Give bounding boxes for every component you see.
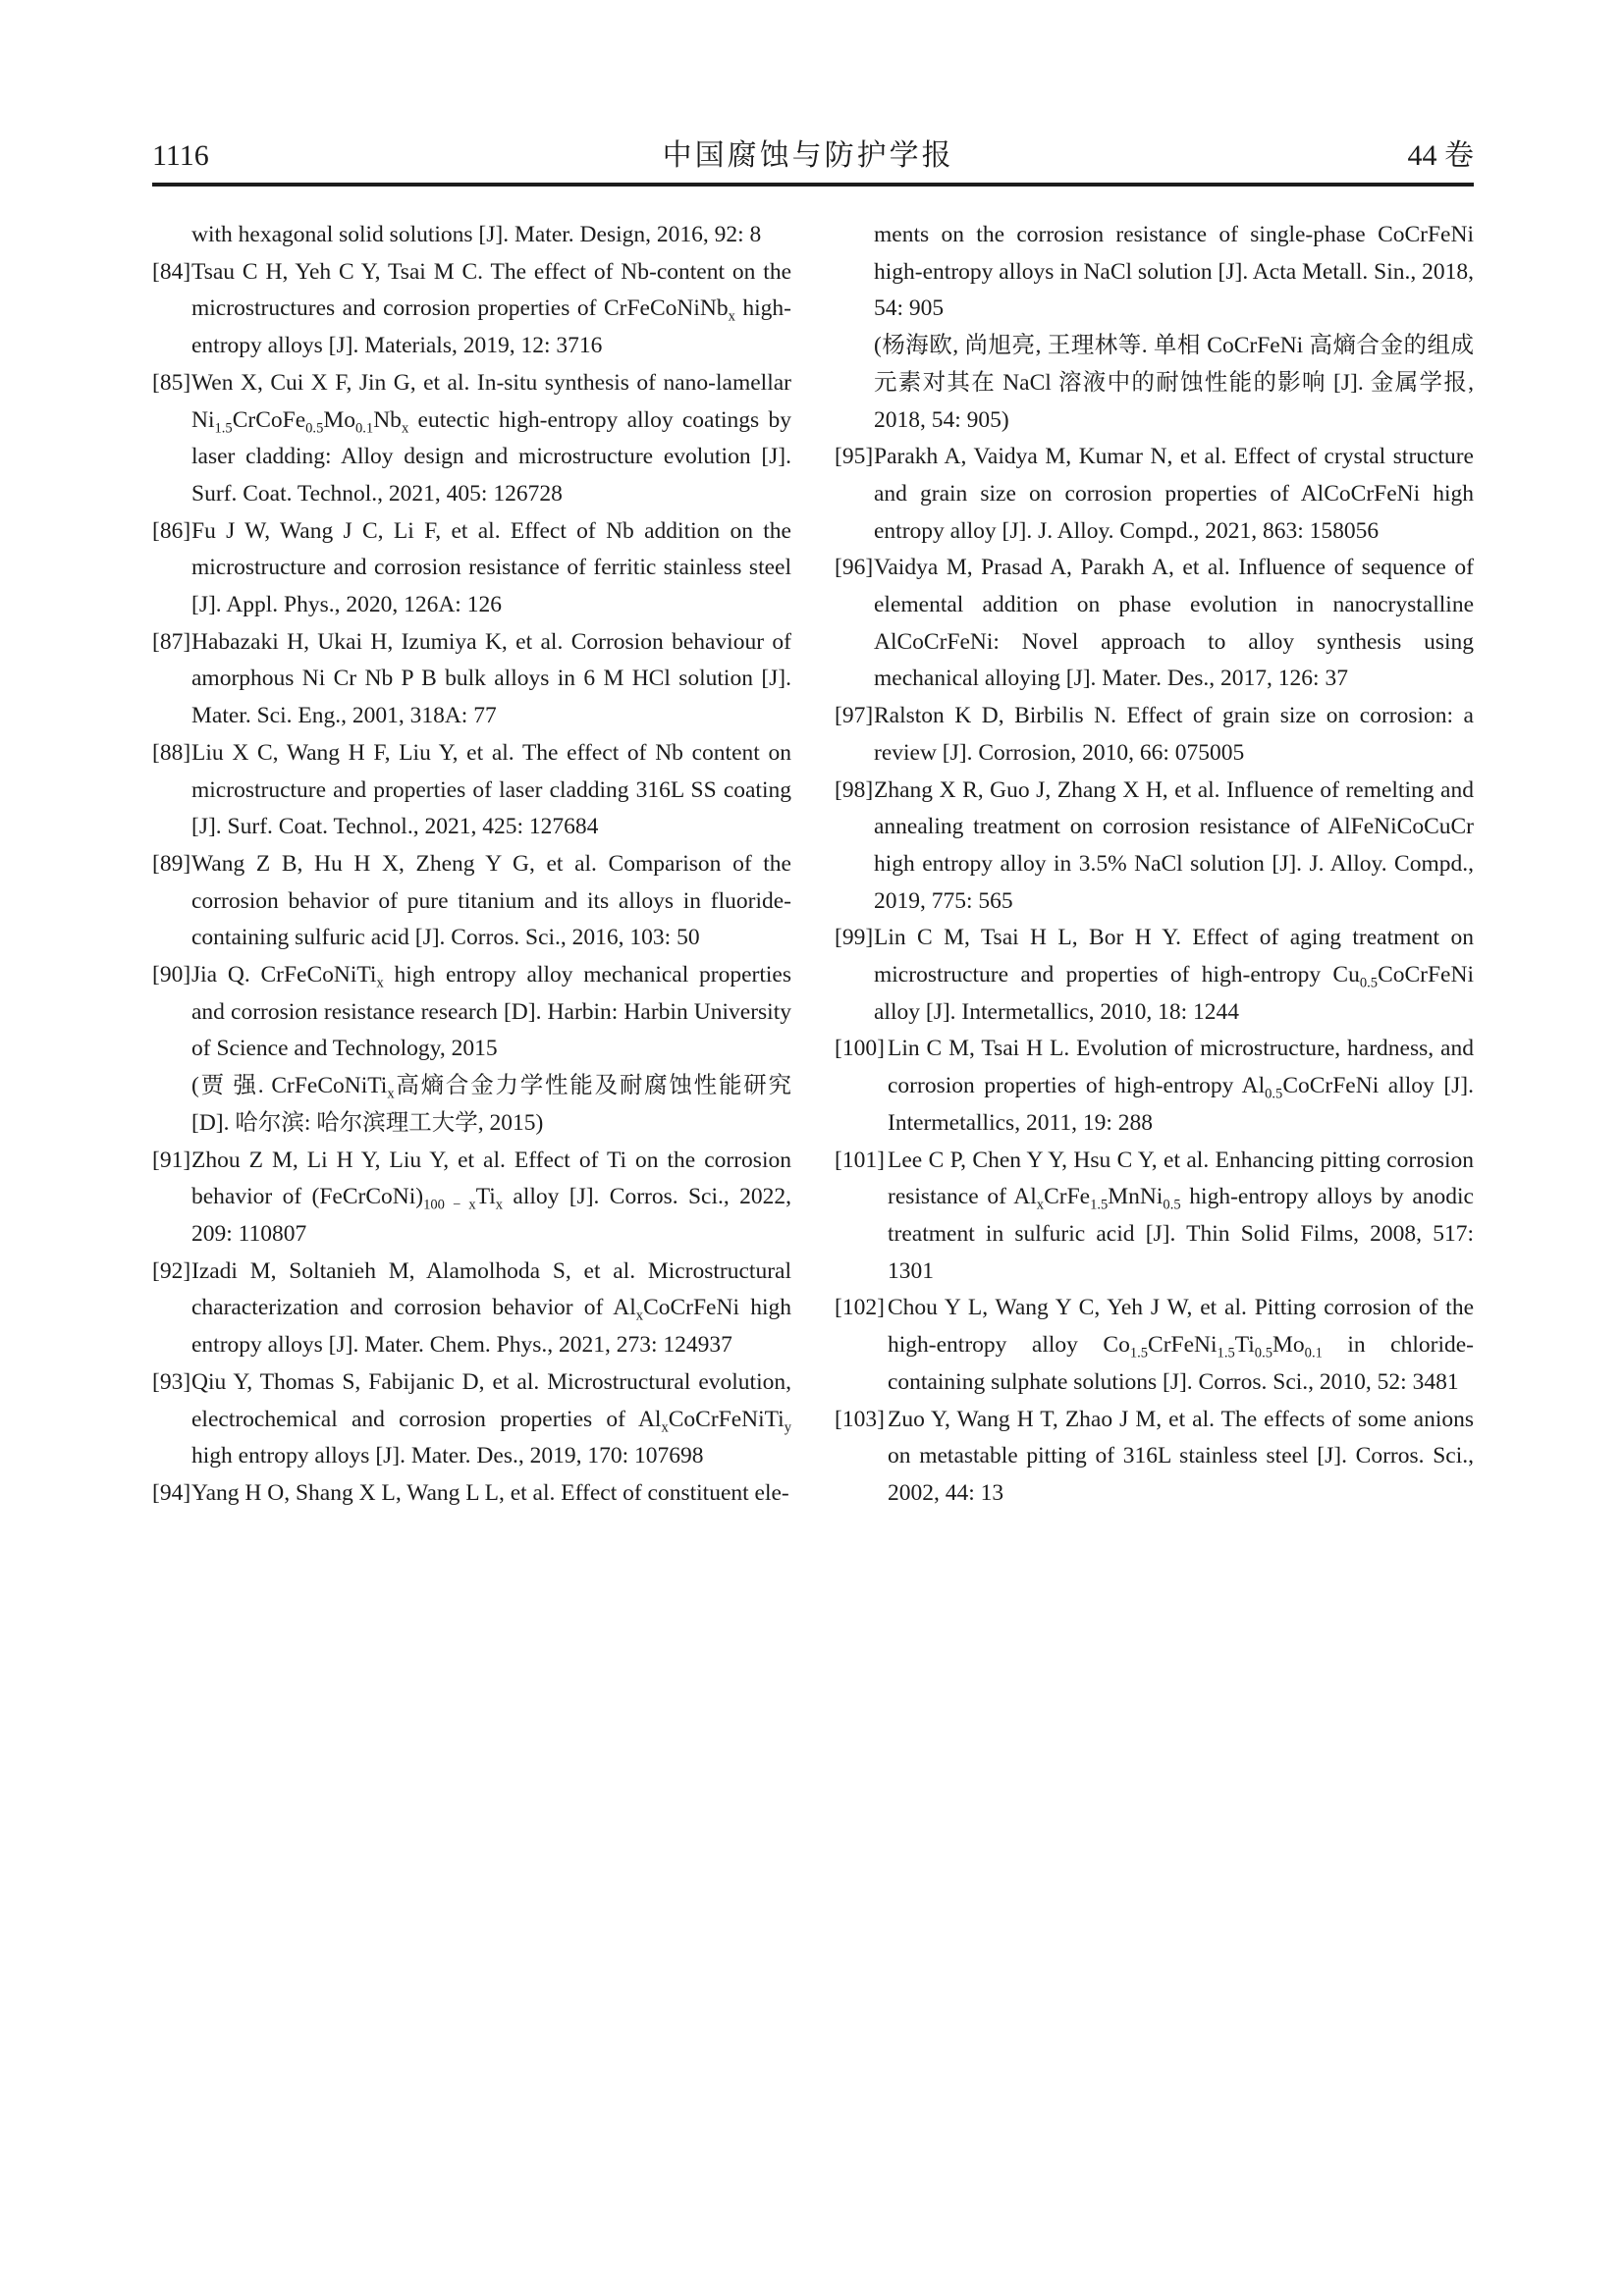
references-section [152, 217, 1474, 1513]
reference-text: Jia Q. CrFeCoNiTi$_x$ high entropy alloy mechanical properties and corrosion resistance research [D]. Harbin: Harbin University of Science and Technology, 2015 [191, 962, 791, 1062]
reference-item [152, 624, 791, 735]
page-number: 1116 [152, 139, 209, 172]
reference-text: Wang Z B, Hu H X, Zheng Y G, et al. Comparison of the corrosion behavior of pure titanium and its alloys in fluoride-containing sulfuric acid [J]. Corros. Sci., 2016, 103: 50 [191, 850, 791, 951]
references-column-left [152, 217, 791, 1513]
reference-item [835, 1031, 1474, 1142]
reference-text: Chou Y L, Wang Y C, Yeh J W, et al. Pitting corrosion of the high-entropy alloy $Co_{1.5}CrFeNi_{1.5}Ti_{0.5}Mo_{0.1}$ in chloride-containing sulphate solutions [J]. Corros. Sci., 2010, 52: 3481 [888, 1295, 1474, 1395]
reference-number: [100] [835, 1036, 885, 1062]
reference-number: [88] [152, 739, 191, 766]
reference-text: Parakh A, Vaidya M, Kumar N, et al. Effect of crystal structure and grain size on corrosion properties of AlCoCrFeNi high entropy alloy [J]. J. Alloy. Compd., 2021, 863: 158056 [874, 444, 1474, 544]
references-column-right [835, 217, 1474, 1513]
reference-item [835, 1143, 1474, 1291]
reference-number: [103] [835, 1406, 885, 1432]
reference-number: [101] [835, 1147, 885, 1173]
reference-number: [93] [152, 1368, 191, 1395]
reference-number: [98] [835, 776, 874, 803]
reference-number: [90] [152, 962, 191, 988]
reference-number: [94] [152, 1479, 191, 1506]
reference-item [152, 513, 791, 624]
reference-text: Vaidya M, Prasad A, Parakh A, et al. Influence of sequence of elemental addition on phase evolution in nanocrystalline AlCoCrFeNi: Novel approach to alloy synthesis using mechanical alloying [J]. Mater. Des., 2017, 126: 37 [874, 555, 1474, 692]
reference-number: [89] [152, 850, 191, 877]
reference-item [152, 217, 791, 254]
reference-text: Zuo Y, Wang H T, Zhao J M, et al. The effects of some anions on metastable pitting of 316L stainless steel [J]. Corros. Sci., 2002, 44: 13 [888, 1406, 1474, 1506]
reference-text: with hexagonal solid solutions [J]. Mater. Design, 2016, 92: 8 [191, 222, 762, 247]
journal-title: 中国腐蚀与防护学报 [662, 139, 954, 172]
reference-text: Lee C P, Chen Y Y, Hsu C Y, et al. Enhancing pitting corrosion resistance of $Al_xCrFe_{1.5}MnNi_{0.5}$ high-entropy alloys by anodic treatment in sulfuric acid [J]. Thin Solid Films, 2008, 517: 1301 [888, 1147, 1474, 1284]
reference-number: [102] [835, 1295, 885, 1321]
reference-translation: (贾 强. CrFeCoNiTi$_x$高熵合金力学性能及耐腐蚀性能研究 [D]. 哈尔滨: 哈尔滨理工大学, 2015) [191, 1073, 791, 1136]
reference-number: [95] [835, 444, 874, 470]
reference-text: Wen X, Cui X F, Jin G, et al. In-situ synthesis of nano-lamellar $Ni_{1.5}CrCoFe_{0.5}Mo_{0.1}Nb_x$ eutectic high-entropy alloy coatings by laser cladding: Alloy design and microstructure evolution [J]. Surf. Coat. Technol., 2021, 405: 126728 [191, 369, 791, 507]
reference-item [152, 1475, 791, 1513]
reference-text: Lin C M, Tsai H L. Evolution of microstructure, hardness, and corrosion properties of high-entropy $Al_{0.5}CoCrFeNi$ alloy [J]. Intermetallics, 2011, 19: 288 [888, 1036, 1475, 1136]
volume-label: 44 卷 [1407, 139, 1474, 172]
reference-number: [87] [152, 628, 191, 655]
reference-text: Yang H O, Shang X L, Wang L L, et al. Effect of constituent ele- [191, 1479, 789, 1506]
reference-number: [85] [152, 369, 191, 396]
reference-item [152, 735, 791, 846]
reference-number: [99] [835, 925, 874, 951]
reference-number: [96] [835, 555, 874, 581]
reference-item [152, 1254, 791, 1364]
reference-item [152, 846, 791, 957]
reference-item [835, 773, 1474, 921]
reference-text: Habazaki H, Ukai H, Izumiya K, et al. Corrosion behaviour of amorphous Ni Cr Nb P B bulk alloys in 6 M HCl solution [J]. Mater. Sci. Eng., 2001, 318A: 77 [191, 628, 791, 729]
reference-text: ments on the corrosion resistance of single-phase CoCrFeNi high-entropy alloys in NaCl solution [J]. Acta Metall. Sin., 2018, 54: 905 [874, 222, 1474, 322]
reference-item [152, 1143, 791, 1254]
reference-item [835, 1290, 1474, 1401]
reference-number: [92] [152, 1257, 191, 1284]
reference-number: [97] [835, 703, 874, 729]
reference-item [835, 1402, 1474, 1513]
reference-item [835, 698, 1474, 772]
reference-item [835, 550, 1474, 698]
reference-number: [84] [152, 258, 191, 285]
header-rule [152, 183, 1474, 187]
reference-item [152, 1364, 791, 1475]
reference-text: Lin C M, Tsai H L, Bor H Y. Effect of aging treatment on microstructure and properties of high-entropy $Cu_{0.5}CoCrFeNi$ alloy [J]. Intermetallics, 2010, 18: 1244 [874, 925, 1474, 1025]
reference-text: Izadi M, Soltanieh M, Alamolhoda S, et al. Microstructural characterization and corrosion behavior of $Al_xCoCrFeNi$ high entropy alloys [J]. Mater. Chem. Phys., 2021, 273: 124937 [191, 1257, 791, 1359]
reference-item [152, 365, 791, 513]
reference-text: Ralston K D, Birbilis N. Effect of grain size on corrosion: a review [J]. Corrosion, 2010, 66: 075005 [874, 703, 1474, 766]
reference-text: Zhou Z M, Li H Y, Liu Y, et al. Effect of Ti on the corrosion behavior of $(FeCrCoNi)_{100 - x}Ti_x$ alloy [J]. Corros. Sci., 2022, 209: 110807 [191, 1147, 791, 1247]
page-header [152, 139, 1474, 173]
reference-item [835, 439, 1474, 550]
reference-text: Liu X C, Wang H F, Liu Y, et al. The effect of Nb content on microstructure and properties of laser cladding 316L SS coating [J]. Surf. Coat. Technol., 2021, 425: 127684 [191, 739, 791, 840]
reference-number: [91] [152, 1147, 191, 1173]
reference-item [152, 957, 791, 1143]
reference-item [835, 920, 1474, 1031]
reference-text: Fu J W, Wang J C, Li F, et al. Effect of Nb addition on the microstructure and corrosion resistance of ferritic stainless steel [J]. Appl. Phys., 2020, 126A: 126 [191, 517, 791, 618]
reference-text: Zhang X R, Guo J, Zhang X H, et al. Influence of remelting and annealing treatment on corrosion resistance of AlFeNiCoCuCr high entropy alloy in 3.5% NaCl solution [J]. J. Alloy. Compd., 2019, 775: 565 [874, 776, 1474, 914]
reference-item [835, 217, 1474, 439]
reference-translation: (杨海欧, 尚旭亮, 王理林等. 单相 CoCrFeNi 高熵合金的组成元素对其在 NaCl 溶液中的耐蚀性能的影响 [J]. 金属学报, 2018, 54: 905) [874, 333, 1474, 433]
reference-text: Qiu Y, Thomas S, Fabijanic D, et al. Microstructural evolution, electrochemical and corrosion properties of $Al_xCoCrFeNiTi_y$ high entropy alloys [J]. Mater. Des., 2019, 170: 107698 [191, 1368, 791, 1469]
reference-item [152, 254, 791, 365]
reference-text: Tsau C H, Yeh C Y, Tsai M C. The effect of Nb-content on the microstructures and corrosion properties of CrFeCoNiNb$_x$ high-entropy alloys [J]. Materials, 2019, 12: 3716 [191, 258, 791, 359]
reference-number: [86] [152, 517, 191, 544]
